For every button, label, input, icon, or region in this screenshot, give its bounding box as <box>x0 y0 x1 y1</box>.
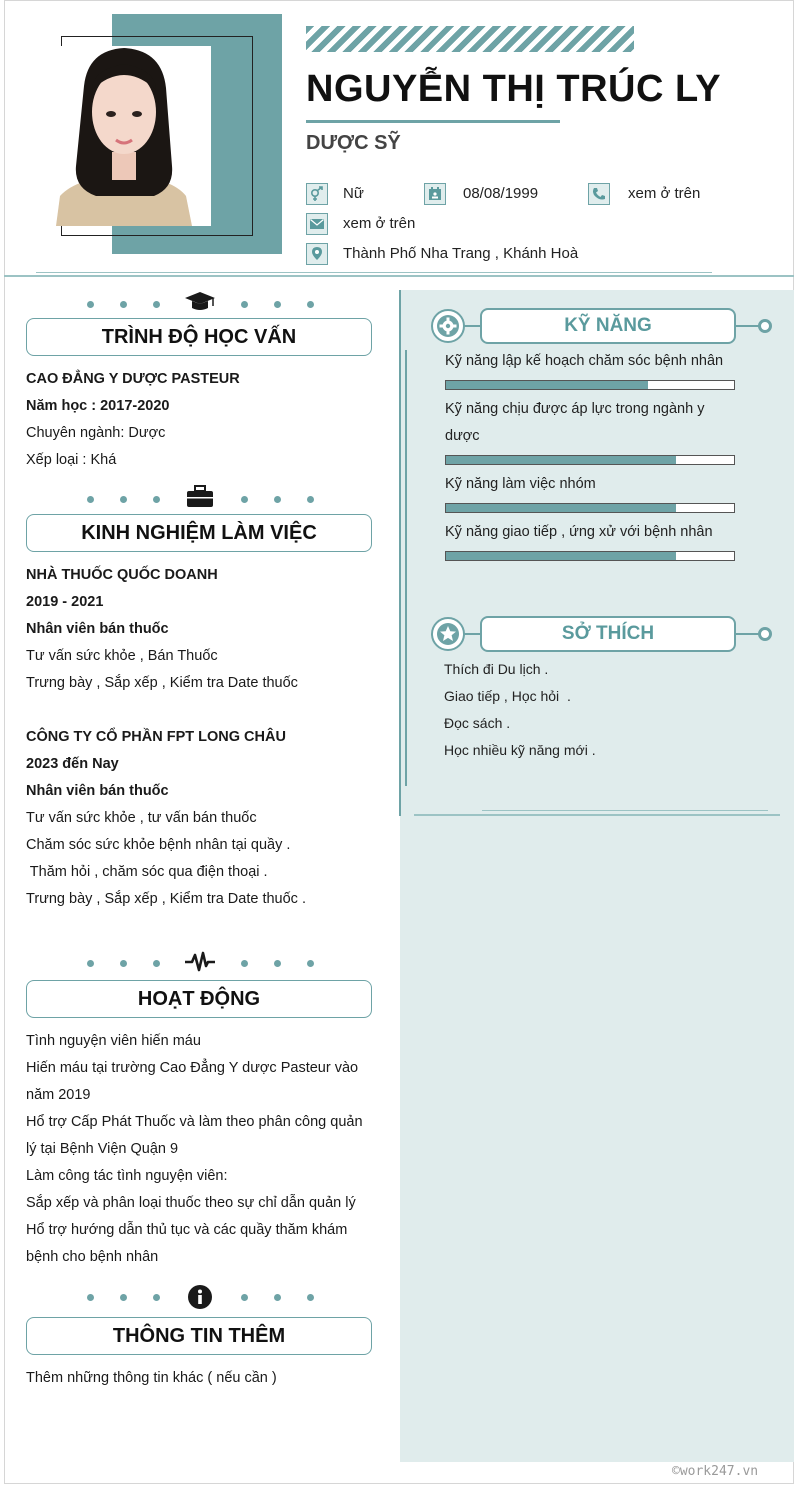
job-1-position: Nhân viên bán thuốc <box>26 621 169 637</box>
hobby-item: Giao tiếp , Học hỏi . <box>444 688 571 704</box>
education-major: Chuyên ngành: Dược <box>26 425 166 441</box>
birthday-value: 08/08/1999 <box>463 185 539 202</box>
skills-connector <box>734 325 760 327</box>
activity-line: Làm công tác tình nguyện viên: <box>26 1168 228 1184</box>
skill-bar-fill <box>446 381 648 389</box>
skill-bar <box>445 455 735 465</box>
activity-line: Hổ trợ Cấp Phát Thuốc và làm theo phân công quản <box>26 1114 363 1130</box>
gender-value: Nữ <box>343 185 364 202</box>
skill-bar <box>445 380 735 390</box>
activity-line: Tình nguyện viên hiến máu <box>26 1033 201 1049</box>
activities-dots <box>80 950 320 976</box>
job-2-detail: Chăm sóc sức khỏe bệnh nhân tại quầy . <box>26 837 291 853</box>
skill-bar <box>445 551 735 561</box>
location-icon <box>306 243 328 265</box>
job-1-company: NHÀ THUỐC QUỐC DOANH <box>26 567 218 583</box>
education-heading: TRÌNH ĐỘ HỌC VẤN <box>26 318 372 356</box>
address-value: Thành Phố Nha Trang , Khánh Hoà <box>343 245 579 262</box>
activity-line: Sắp xếp và phân loại thuốc theo sự chỉ dẫn quản lý <box>26 1195 356 1211</box>
graduation-cap-icon <box>184 289 216 315</box>
panel-left-line <box>399 290 401 816</box>
activity-line: Hiến máu tại trường Cao Đẳng Y dược Pasteur vào <box>26 1060 359 1076</box>
gender-icon <box>306 183 328 205</box>
phone-icon <box>588 183 610 205</box>
job-2-company: CÔNG TY CỔ PHẦN FPT LONG CHÂU <box>26 729 286 745</box>
activity-line: bệnh cho bệnh nhân <box>26 1249 159 1265</box>
profile-photo <box>36 46 211 226</box>
briefcase-icon <box>186 485 214 509</box>
experience-dots <box>80 486 320 512</box>
education-school: CAO ĐẲNG Y DƯỢC PASTEUR <box>26 371 240 387</box>
hobbies-connector <box>734 633 760 635</box>
panel-divider-thin <box>482 810 768 811</box>
hobbies-badge <box>431 617 465 651</box>
full-name: NGUYỄN THỊ TRÚC LY <box>306 68 722 110</box>
job-2-period: 2023 đến Nay <box>26 756 119 772</box>
email-value: xem ở trên <box>343 215 416 232</box>
panel-divider <box>414 814 780 816</box>
job-title: DƯỢC SỸ <box>306 132 401 154</box>
job-2-detail: Thăm hỏi , chăm sóc qua điện thoại . <box>26 864 268 880</box>
hobby-item: Học nhiều kỹ năng mới . <box>444 742 596 758</box>
skill-label: Kỹ năng chịu được áp lực trong ngành y dược <box>445 401 705 444</box>
activity-line: lý tại Bệnh Viện Quận 9 <box>26 1141 179 1157</box>
header-divider <box>4 275 794 277</box>
phone-value: xem ở trên <box>628 185 701 202</box>
star-icon <box>438 624 458 644</box>
skills-end-dot <box>758 319 772 333</box>
header-divider-thin <box>36 272 712 273</box>
info-icon <box>187 1284 213 1310</box>
gear-icon <box>438 316 458 336</box>
skills-heading: KỸ NĂNG <box>480 308 736 344</box>
extra-text: Thêm những thông tin khác ( nếu cần ) <box>26 1370 277 1386</box>
education-dots <box>80 291 320 317</box>
calendar-icon <box>424 183 446 205</box>
job-2-position: Nhân viên bán thuốc <box>26 783 169 799</box>
hobbies-end-dot <box>758 627 772 641</box>
pulse-icon <box>184 951 216 973</box>
job-2-detail: Trưng bày , Sắp xếp , Kiểm tra Date thuốc . <box>26 891 306 907</box>
hobbies-heading: SỞ THÍCH <box>480 616 736 652</box>
job-1-detail: Tư vấn sức khỏe , Bán Thuốc <box>26 648 218 664</box>
activities-heading: HOẠT ĐỘNG <box>26 980 372 1018</box>
education-years: Năm học : 2017-2020 <box>26 398 170 414</box>
activity-line: năm 2019 <box>26 1087 91 1103</box>
panel-inner-line <box>405 350 407 786</box>
skill-bar-fill <box>446 456 676 464</box>
extra-heading: THÔNG TIN THÊM <box>26 1317 372 1355</box>
skill-label: Kỹ năng giao tiếp , ứng xử với bệnh nhân <box>445 524 713 540</box>
skill-bar-fill <box>446 552 676 560</box>
extra-dots <box>80 1284 320 1310</box>
skill-bar <box>445 503 735 513</box>
watermark: ©work247.vn <box>672 1464 759 1479</box>
activity-line: Hổ trợ hướng dẫn thủ tục và các quầy thăm khám <box>26 1222 348 1238</box>
decor-stripe <box>306 26 634 52</box>
skill-bar-fill <box>446 504 676 512</box>
skills-badge <box>431 309 465 343</box>
name-underline <box>306 120 560 123</box>
hobby-item: Thích đi Du lịch . <box>444 661 549 677</box>
email-icon <box>306 213 328 235</box>
right-panel <box>400 290 794 1462</box>
experience-heading: KINH NGHIỆM LÀM VIỆC <box>26 514 372 552</box>
job-1-period: 2019 - 2021 <box>26 594 104 610</box>
hobby-item: Đọc sách . <box>444 715 511 731</box>
job-2-detail: Tư vấn sức khỏe , tư vấn bán thuốc <box>26 810 257 826</box>
skill-label: Kỹ năng làm việc nhóm <box>445 476 596 492</box>
job-1-detail: Trưng bày , Sắp xếp , Kiểm tra Date thuốc <box>26 675 298 691</box>
education-grade: Xếp loại : Khá <box>26 452 117 468</box>
skill-label: Kỹ năng lập kế hoạch chăm sóc bệnh nhân <box>445 353 724 369</box>
